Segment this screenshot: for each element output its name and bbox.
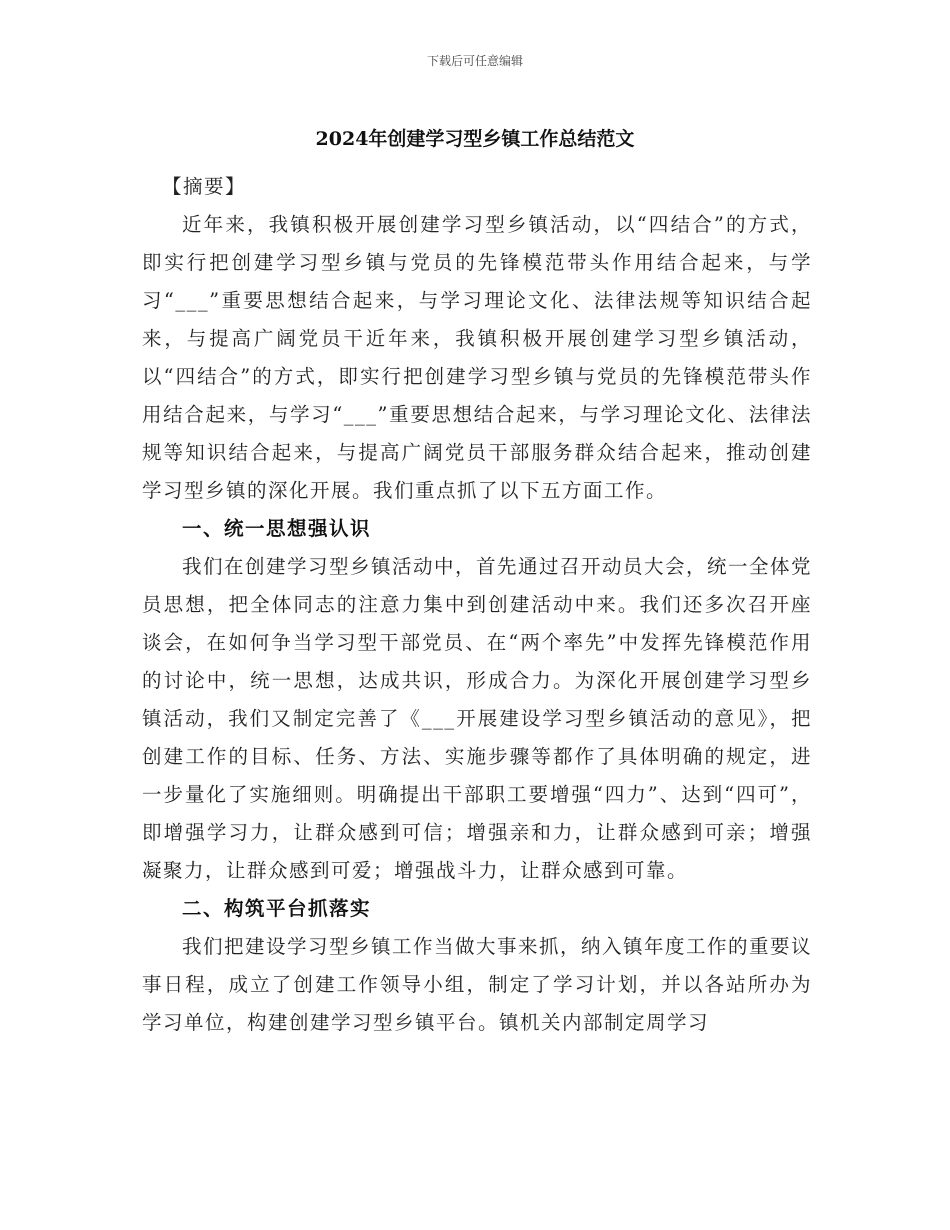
section-2-paragraph: 我们把建设学习型乡镇工作当做大事来抓，纳入镇年度工作的重要议事日程，成立了创建工作领导小组，制定了学习计划，并以各站所办为学习单位，构建创建学习型乡镇平台。镇机关内部制定周学习 bbox=[142, 935, 813, 1034]
section-heading-1: 一、统一思想强认识 bbox=[182, 517, 372, 540]
abstract-paragraph: 近年来，我镇积极开展创建学习型乡镇活动，以“四结合”的方式，即实行把创建学习型乡镇与党员的先锋模范带头作用结合起来，与学习“___”重要思想结合起来，与学习理论文化、法律法规等知识结合起来，与提高广阔党员干近年来，我镇积极开展创建学习型乡镇活动，以“四结合”的方式，即实行把创建学习型乡镇与党员的先锋模范带头作用结合起来，与学习“___”重要思想结合起来，与学习理论文化、法律法规等知识结合起来，与提高广阔党员干部服务群众结合起来，推动创建学习型乡镇的深化开展。我们重点抓了以下五方面工作。 bbox=[142, 213, 812, 502]
document-title: 2024年创建学习型乡镇工作总结范文 bbox=[315, 128, 635, 150]
page-header-note: 下载后可任意编辑 bbox=[426, 54, 523, 68]
abstract-label: 【摘要】 bbox=[162, 175, 247, 198]
document-body bbox=[142, 168, 812, 1042]
section-1-paragraph: 我们在创建学习型乡镇活动中，首先通过召开动员大会，统一全体党员思想，把全体同志的注意力集中到创建活动中来。我们还多次召开座谈会，在如何争当学习型干部党员、在“两个率先”中发挥先锋模范作用的讨论中，统一思想，达成共识，形成合力。为深化开展创建学习型乡镇活动，我们又制定完善了《___开展建设学习型乡镇活动的意见》，把创建工作的目标、任务、方法、实施步骤等都作了具体明确的规定，进一步量化了实施细则。明确提出干部职工要增强“四力”、达到“四可”，即增强学习力，让群众感到可信；增强亲和力，让群众感到可亲；增强凝聚力，让群众感到可爱；增强战斗力，让群众感到可靠。 bbox=[142, 555, 813, 882]
section-heading-2: 二、构筑平台抓落实 bbox=[182, 897, 372, 920]
